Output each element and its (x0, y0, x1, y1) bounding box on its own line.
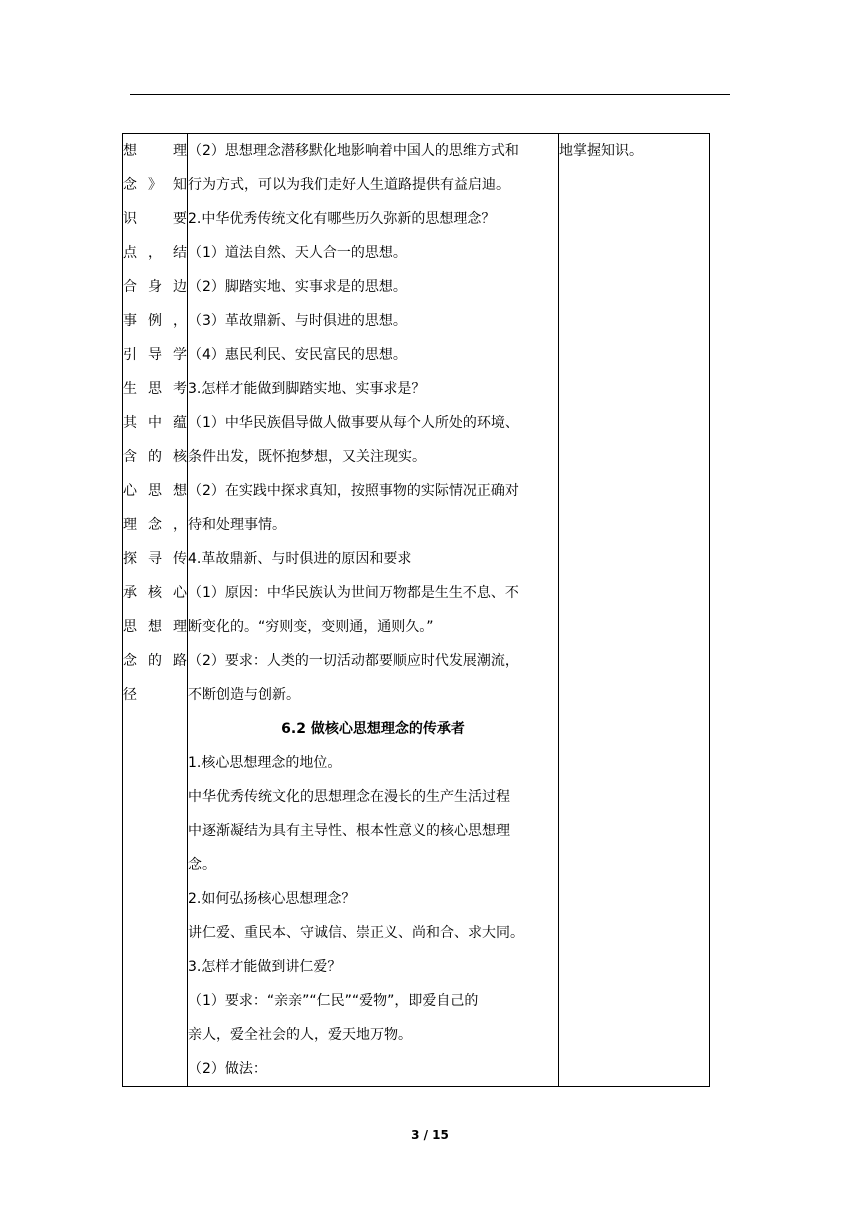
content-line: 念。 (188, 857, 216, 873)
header-rule (130, 94, 730, 95)
content-line: 中华优秀传统文化的思想理念在漫长的生产生活过程 (188, 789, 510, 805)
cell-line: 径 (123, 687, 137, 703)
content-line: （1）中华民族倡导做人做事要从每个人所处的环境、 (188, 415, 519, 431)
content-line: （1）道法自然、天人合一的思想。 (188, 245, 407, 261)
content-line: （2）做法： (188, 1061, 267, 1077)
cell-line: 引导学 (123, 347, 187, 363)
content-line: 条件出发，既怀抱梦想，又关注现实。 (188, 449, 426, 465)
content-line: （1）要求：“亲亲”“仁民”“爱物”，即爱自己的 (188, 993, 479, 1009)
content-line: （3）革故鼎新、与时俱进的思想。 (188, 313, 407, 329)
lesson-table (122, 133, 710, 1087)
objective-cell (123, 134, 188, 1087)
content-line: 行为方式，可以为我们走好人生道路提供有益启迪。 (188, 177, 510, 193)
cell-line: 思想理 (123, 619, 187, 635)
cell-line: 理念， (123, 517, 187, 533)
content-line: 中逐渐凝结为具有主导性、根本性意义的核心思想理 (188, 823, 510, 839)
cell-line: 识 要 (123, 211, 187, 227)
cell-line: 其中蕴 (123, 415, 187, 431)
content-line: 3.怎样才能做到脚踏实地、实事求是？ (188, 381, 426, 397)
content-line: （2）思想理念潜移默化地影响着中国人的思维方式和 (188, 143, 519, 159)
cell-line: 合身边 (123, 279, 187, 295)
cell-line: 点，结 (123, 245, 187, 261)
content-line: 讲仁爱、重民本、守诚信、崇正义、尚和合、求大同。 (188, 925, 524, 941)
section-heading: 6.2 做核心思想理念的传承者 (281, 721, 465, 737)
cell-line: 念》知 (123, 177, 187, 193)
content-line: （2）要求：人类的一切活动都要顺应时代发展潮流， (188, 653, 519, 669)
cell-line: 事例， (123, 313, 187, 329)
content-line: （1）原因：中华民族认为世间万物都是生生不息、不 (188, 585, 519, 601)
content-line: 不断创造与创新。 (188, 687, 300, 703)
content-line: （2）在实践中探求真知，按照事物的实际情况正确对 (188, 483, 519, 499)
content-line: 亲人，爱全社会的人，爱天地万物。 (188, 1027, 412, 1043)
table-row (123, 134, 710, 1087)
cell-line: 探寻传 (123, 551, 187, 567)
page-number: 3 / 15 (411, 1128, 449, 1142)
cell-line: 承核心 (123, 585, 187, 601)
intent-cell (559, 134, 710, 1087)
content-line: 待和处理事情。 (188, 517, 286, 533)
cell-line: 含的核 (123, 449, 187, 465)
content-line: （4）惠民利民、安民富民的思想。 (188, 347, 407, 363)
content-line: 3.怎样才能做到讲仁爱？ (188, 959, 342, 975)
content-line: 1.核心思想理念的地位。 (188, 755, 342, 771)
cell-line: 念的路 (123, 653, 187, 669)
content-cell (188, 134, 559, 1087)
content-line: 2.中华优秀传统文化有哪些历久弥新的思想理念？ (188, 211, 496, 227)
content-line: 断变化的。“穷则变，变则通，通则久。” (188, 619, 434, 635)
content-line: （2）脚踏实地、实事求是的思想。 (188, 279, 407, 295)
content-line: 4.革故鼎新、与时俱进的原因和要求 (188, 551, 412, 567)
intent-line: 地掌握知识。 (559, 143, 643, 159)
cell-line: 生思考 (123, 381, 187, 397)
content-line: 2.如何弘扬核心思想理念？ (188, 891, 356, 907)
cell-line: 心思想 (123, 483, 187, 499)
cell-line: 想 理 (123, 143, 187, 159)
